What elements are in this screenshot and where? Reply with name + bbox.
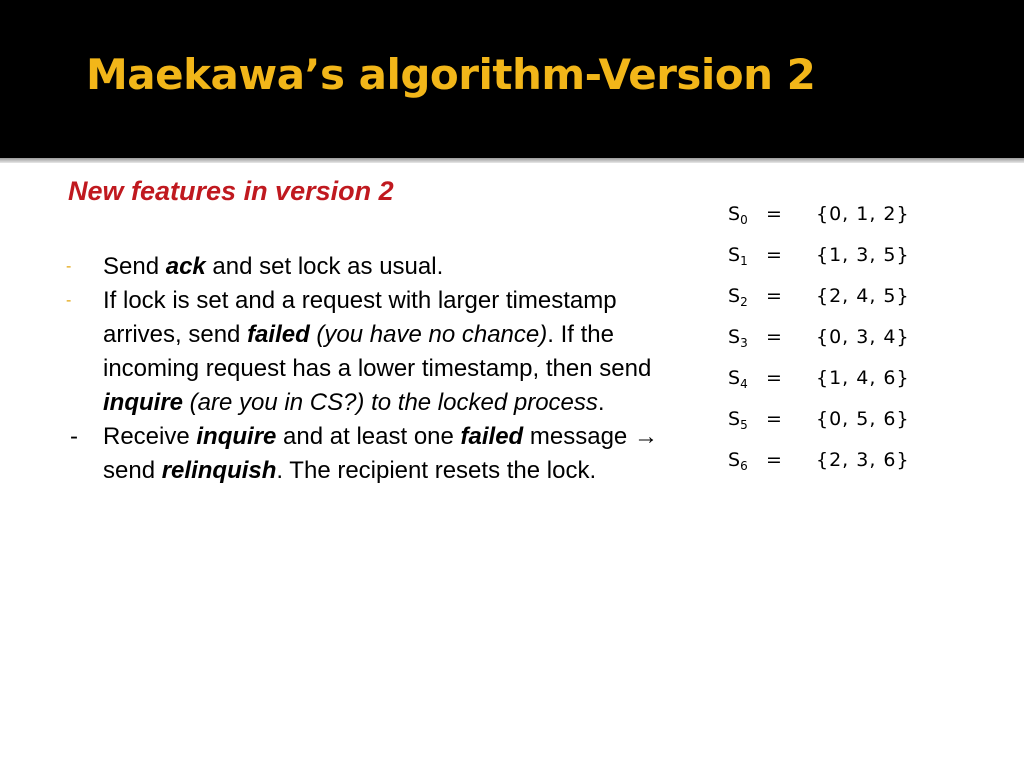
section-subtitle: New features in version 2 — [68, 176, 394, 206]
equals-sign: = — [766, 285, 782, 307]
bullet-text-run: If lock is set and a request with larger timestamp arrives, send — [103, 287, 617, 348]
set-members: {2, 3, 6} — [816, 449, 910, 471]
set-members: {1, 4, 6} — [816, 367, 910, 389]
set-members: {1, 3, 5} — [816, 244, 910, 266]
keyword-failed: failed — [460, 423, 524, 450]
set-index: 3 — [740, 336, 748, 350]
bullet-item — [66, 284, 676, 420]
set-name: $S_0$ — [728, 203, 748, 227]
set-members: {0, 1, 2} — [816, 203, 910, 225]
bullet-text-run: . If the incoming request has a lower timestamp, then send — [103, 321, 652, 382]
slide-title: Maekawa’s algorithm-Version 2 — [86, 50, 816, 99]
equals-sign: = — [766, 449, 782, 471]
bullet-text-run: (you have no chance) — [309, 321, 548, 348]
bullet-text-run: Receive — [103, 423, 197, 450]
keyword-ack: ack — [165, 253, 206, 280]
set-index: 1 — [740, 254, 748, 268]
bullet-item — [66, 250, 676, 284]
set-members: {2, 4, 5} — [816, 285, 910, 307]
bullet-marker: - — [70, 423, 78, 450]
equals-sign: = — [766, 408, 782, 430]
keyword-relinquish: relinquish — [161, 457, 277, 484]
bullet-text-run: . The recipient resets the lock. — [276, 457, 597, 484]
bullet-text-run: Send — [103, 253, 166, 280]
set-name: $S_1$ — [728, 244, 748, 268]
set-name: $S_6$ — [728, 449, 748, 473]
set-index: 5 — [740, 418, 748, 432]
set-members: {0, 3, 4} — [816, 326, 910, 348]
set-index: 0 — [740, 213, 748, 227]
set-name: $S_2$ — [728, 285, 748, 309]
bullet-text-run: (are you in CS?) to the locked process — [183, 389, 598, 416]
bullet-text — [103, 423, 658, 484]
title-divider — [0, 158, 1024, 163]
set-index: 4 — [740, 377, 748, 391]
set-name: $S_5$ — [728, 408, 748, 432]
bullet-text-run: and at least one — [276, 423, 461, 450]
equals-sign: = — [766, 367, 782, 389]
bullet-text-run: and set lock as usual. — [205, 253, 444, 280]
equals-sign: = — [766, 203, 782, 225]
keyword-inquire: inquire — [103, 389, 184, 416]
equals-sign: = — [766, 326, 782, 348]
set-index: 6 — [740, 459, 748, 473]
bullet-text — [103, 253, 443, 280]
set-members: {0, 5, 6} — [816, 408, 910, 430]
keyword-inquire: inquire — [196, 423, 277, 450]
set-name: $S_4$ — [728, 367, 748, 391]
set-name: $S_3$ — [728, 326, 748, 350]
keyword-failed: failed — [247, 321, 310, 348]
bullet-text-run: message — [523, 423, 634, 450]
bullet-text-run: . — [597, 389, 605, 416]
bullet-marker: - — [66, 258, 72, 275]
set-index: 2 — [740, 295, 748, 309]
title-bar — [0, 0, 1024, 158]
bullet-list — [66, 250, 676, 488]
bullet-item — [66, 420, 676, 488]
equals-sign: = — [766, 244, 782, 266]
right-arrow-icon: → — [633, 423, 658, 450]
bullet-marker: - — [66, 292, 72, 309]
bullet-text-run: send — [103, 457, 162, 484]
bullet-text — [103, 287, 651, 416]
